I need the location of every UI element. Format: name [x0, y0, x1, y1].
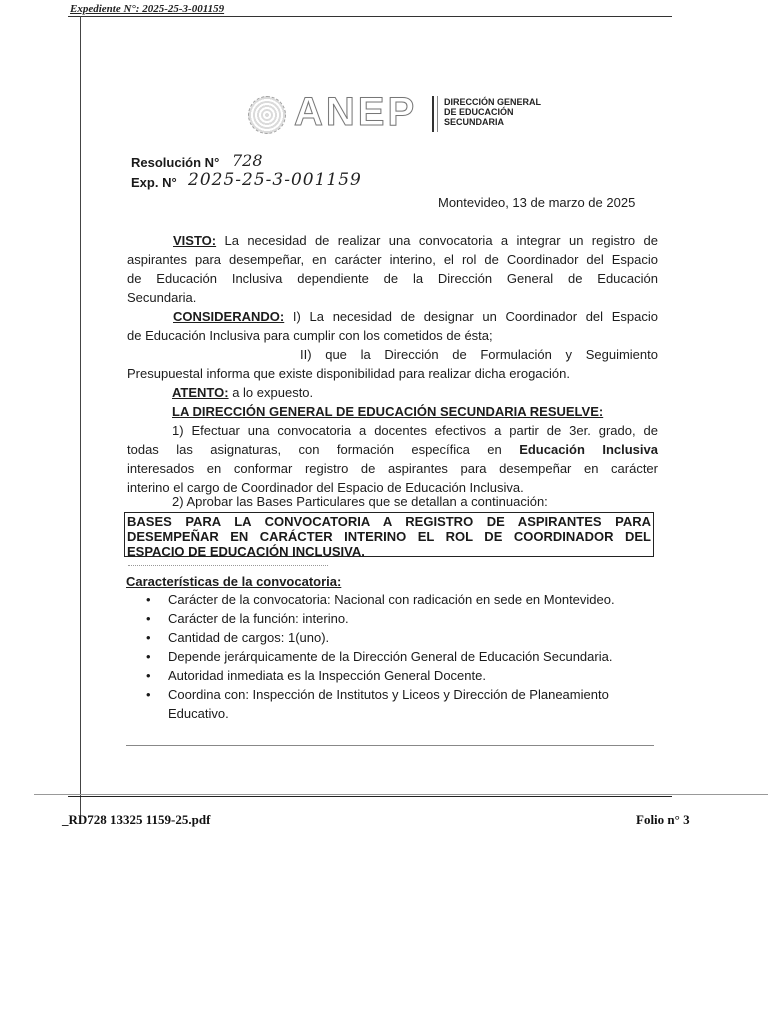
direction-name	[444, 97, 541, 127]
bases-line-3: ESPACIO DE EDUCACIÓN INCLUSIVA.	[127, 544, 365, 559]
list-item: • Cantidad de cargos: 1(uno).	[146, 630, 330, 645]
bullet-icon: •	[146, 649, 151, 664]
anep-logo-text: ANEP	[294, 90, 418, 134]
atento-text: a lo expuesto.	[232, 385, 314, 400]
considerando-line-2: de Educación Inclusiva para cumplir con los cometidos de ésta;	[127, 328, 493, 343]
features-heading: Características de la convocatoria:	[126, 574, 342, 589]
bullet-icon: •	[146, 687, 151, 702]
point1-emphasis: Educación Inclusiva	[519, 442, 658, 457]
bullet-icon: •	[146, 611, 151, 626]
date-line: Montevideo, 13 de marzo de 2025	[438, 195, 636, 210]
point1-text-2a: todas las asignaturas, con formación específica en	[127, 442, 502, 457]
bullet-icon: •	[146, 668, 151, 683]
visto-label: VISTO:	[173, 233, 217, 248]
page-bottom-rule	[34, 794, 768, 795]
considerando-line-4: Presupuestal informa que existe disponibilidad para realizar dicha erogación.	[127, 366, 570, 381]
point2-line: 2) Aprobar las Bases Particulares que se detallan a continuación:	[172, 494, 548, 509]
considerando-line-1	[127, 307, 658, 326]
atento-line	[172, 383, 313, 402]
direction-line-1: DIRECCIÓN GENERAL	[444, 97, 542, 107]
point1-line-4: interino el cargo de Coordinador del Espacio de Educación Inclusiva.	[127, 480, 524, 495]
point1-line-2	[127, 440, 658, 459]
bases-line-1: BASES PARA LA CONVOCATORIA A REGISTRO DE ASPIRANTES PARA	[127, 514, 651, 529]
direction-line-3: SECUNDARIA	[444, 117, 505, 127]
list-item: • Depende jerárquicamente de la Dirección General de Educación Secundaria.	[146, 649, 613, 664]
bases-line-2: DESEMPEÑAR EN CARÁCTER INTERINO EL ROL DE COORDINADOR DEL	[127, 529, 651, 544]
bases-title-box	[124, 512, 654, 557]
anep-seal-logo	[248, 96, 286, 134]
footer-folio: Folio n° 3	[636, 812, 690, 827]
list-item: • Autoridad inmediata es la Inspección General Docente.	[146, 668, 486, 683]
footer-rule	[68, 796, 672, 797]
resolution-label: Resolución N°	[131, 155, 220, 170]
point1-line-3: interesados en conformar registro de aspirantes para desempeñar en carácter	[127, 461, 658, 476]
bullet-icon: •	[146, 630, 151, 645]
footer-filename: _RD728 13325 1159-25.pdf	[62, 812, 211, 827]
considerando-label: CONSIDERANDO:	[173, 309, 285, 324]
atento-label: ATENTO:	[172, 385, 229, 400]
visto-line-1	[127, 231, 658, 250]
list-item-continuation: Educativo.	[168, 706, 229, 721]
header-rule	[68, 16, 672, 17]
features-list	[126, 590, 666, 723]
resolution-number-handwritten: 728	[232, 151, 263, 170]
direction-line-2: DE EDUCACIÓN	[444, 107, 514, 117]
visto-line-3: de Educación Inclusiva dependiente de la Dirección General de Educación	[127, 271, 658, 286]
content-end-rule	[126, 745, 654, 746]
logo-divider	[432, 96, 436, 132]
bullet-icon: •	[146, 592, 151, 607]
expediente-number: Expediente N°: 2025-25-3-001159	[70, 3, 225, 15]
scan-margin-line	[80, 16, 81, 824]
visto-line-2: aspirantes para desempeñar, en carácter interino, el rol de Coordinador del Espacio	[127, 252, 658, 267]
resuelve-heading: LA DIRECCIÓN GENERAL DE EDUCACIÓN SECUNDARIA RESUELVE:	[172, 404, 604, 419]
bases-underline-dotted	[128, 565, 328, 567]
expedient-number-handwritten: 2025-25-3-001159	[188, 170, 362, 190]
visto-text-1: La necesidad de realizar una convocatoria a integrar un registro de	[224, 233, 658, 248]
list-item: • Carácter de la función: interino.	[146, 611, 349, 626]
considerando-text-1: I) La necesidad de designar un Coordinador del Espacio	[292, 309, 658, 324]
visto-line-4: Secundaria.	[127, 290, 197, 305]
point1-line-1: 1) Efectuar una convocatoria a docentes efectivos a partir de 3er. grado, de	[172, 423, 658, 438]
considerando-line-3: II) que la Dirección de Formulación y Seguimiento	[300, 347, 658, 362]
list-item: • Carácter de la convocatoria: Nacional con radicación en sede en Montevideo.	[146, 592, 615, 607]
list-item: • Coordina con: Inspección de Institutos y Liceos y Dirección de Planeamiento	[146, 687, 609, 702]
expedient-label: Exp. N°	[131, 175, 177, 190]
